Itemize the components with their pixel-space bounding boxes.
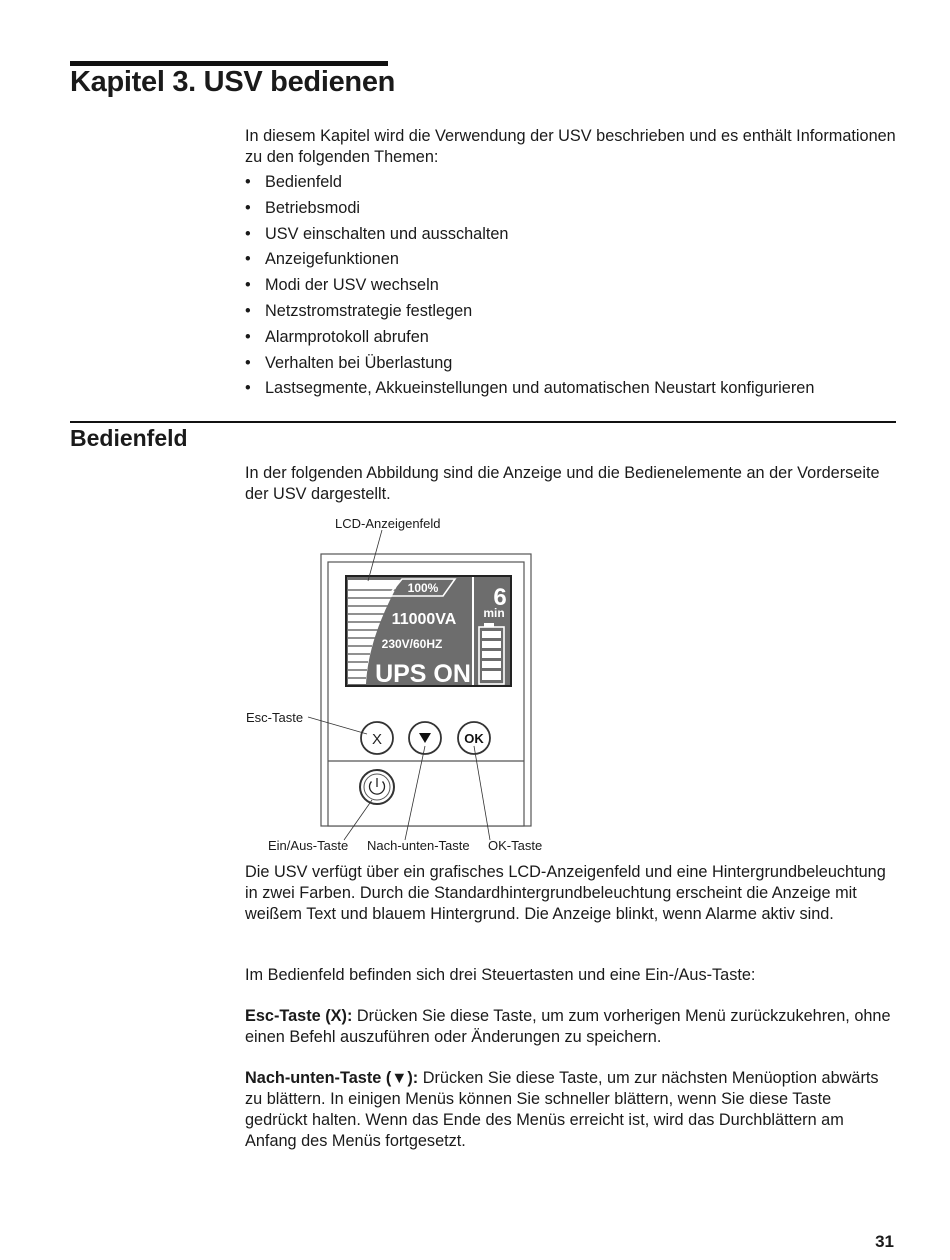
bullet: • xyxy=(245,353,251,372)
list-item-text: Netzstromstrategie festlegen xyxy=(265,301,473,320)
callout-ok-key: OK-Taste xyxy=(488,838,543,853)
bullet: • xyxy=(245,224,251,243)
bullet: • xyxy=(245,276,251,295)
bullet: • xyxy=(245,301,251,320)
bullet: • xyxy=(245,379,251,398)
ok-button[interactable] xyxy=(458,722,490,754)
intro-paragraph: In diesem Kapitel wird die Verwendung der USV beschrieben und es enthält Informationen zu den folgenden Themen: xyxy=(245,127,896,166)
callout-lcd-panel: LCD-Anzeigenfeld xyxy=(335,516,441,531)
topic-list xyxy=(245,172,814,404)
power-button[interactable] xyxy=(360,770,394,804)
lcd-power-rating: 11000VA xyxy=(391,611,457,628)
lcd-description-paragraph: Die USV verfügt über ein grafisches LCD-Anzeigenfeld und eine Hintergrundbeleuchtung in zwei Farben. Durch die Standardhintergrundbeleuchtung erscheint die Anzeige mit weißem Text und blauem Hintergrund. Die Anzeige blinkt, wenn Alarme aktiv sind. xyxy=(245,863,886,923)
esc-button-label: X xyxy=(371,731,383,748)
esc-button[interactable] xyxy=(361,722,393,754)
list-item xyxy=(245,353,814,379)
ok-button-label: OK xyxy=(464,731,484,746)
list-item-text: Verhalten bei Überlastung xyxy=(265,353,453,372)
lcd-minutes: 6 xyxy=(493,584,507,611)
list-item xyxy=(245,327,814,353)
control-panel-figure xyxy=(240,510,570,860)
callout-esc-key: Esc-Taste xyxy=(246,710,304,725)
list-item-text: Alarmprotokoll abrufen xyxy=(265,327,429,346)
esc-key-description: Drücken Sie diese Taste, um zum vorherigen Menü zurückzukehren, ohne einen Befehl auszuführen oder Änderungen zu speichern. xyxy=(245,1007,891,1046)
list-item xyxy=(245,275,814,301)
section-rule xyxy=(70,421,896,423)
list-item-text: Betriebsmodi xyxy=(265,198,361,217)
lcd-status: UPS ON xyxy=(375,660,471,688)
bullet: • xyxy=(245,198,251,217)
list-item xyxy=(245,301,814,327)
esc-key-paragraph xyxy=(245,1006,897,1048)
list-item-text: Lastsegmente, Akkueinstellungen und automatischen Neustart konfigurieren xyxy=(265,379,815,398)
keys-intro-paragraph: Im Bedienfeld befinden sich drei Steuertasten und eine Ein-/Aus-Taste: xyxy=(245,966,756,984)
chapter-title: Kapitel 3. USV bedienen xyxy=(70,66,396,98)
section-intro: In der folgenden Abbildung sind die Anzeige und die Bedienelemente an der Vorderseite der USV dargestellt. xyxy=(245,464,880,503)
callout-power-key: Ein/Aus-Taste xyxy=(268,838,349,853)
section-title: Bedienfeld xyxy=(70,425,188,451)
esc-key-term: Esc-Taste (X): xyxy=(245,1007,353,1025)
list-item-text: Anzeigefunktionen xyxy=(265,250,399,269)
list-item xyxy=(245,249,814,275)
lcd-minutes-unit: min xyxy=(483,606,505,620)
down-key-paragraph xyxy=(245,1068,897,1152)
list-item xyxy=(245,198,814,224)
list-item xyxy=(245,172,814,198)
list-item-text: USV einschalten und ausschalten xyxy=(265,224,509,243)
lcd-voltage: 230V/60HZ xyxy=(381,637,443,651)
down-key-description: Drücken Sie diese Taste, um zur nächsten Menüoption abwärts zu blättern. In einigen Menüs können Sie schneller blättern, wenn Sie diese Taste gedrückt halten. Wenn das Ende des Menüs erreicht ist, wird das Durchblättern am Anfang des Menüs fortgesetzt. xyxy=(245,1069,879,1150)
list-item-text: Bedienfeld xyxy=(265,173,342,191)
lcd-percent: 100% xyxy=(407,581,439,595)
lcd-display xyxy=(346,576,511,688)
list-item xyxy=(245,224,814,250)
list-item xyxy=(245,378,814,404)
page-number: 31 xyxy=(875,1232,894,1251)
down-key-term: Nach-unten-Taste (▼): xyxy=(245,1069,419,1087)
bullet: • xyxy=(245,250,251,269)
down-button[interactable] xyxy=(409,722,441,754)
bullet: • xyxy=(245,327,251,346)
battery-icon xyxy=(479,623,504,684)
list-item-text: Modi der USV wechseln xyxy=(265,276,439,295)
callout-down-key: Nach-unten-Taste xyxy=(367,838,470,853)
panel-drawing xyxy=(240,510,570,860)
bullet: • xyxy=(245,173,251,191)
